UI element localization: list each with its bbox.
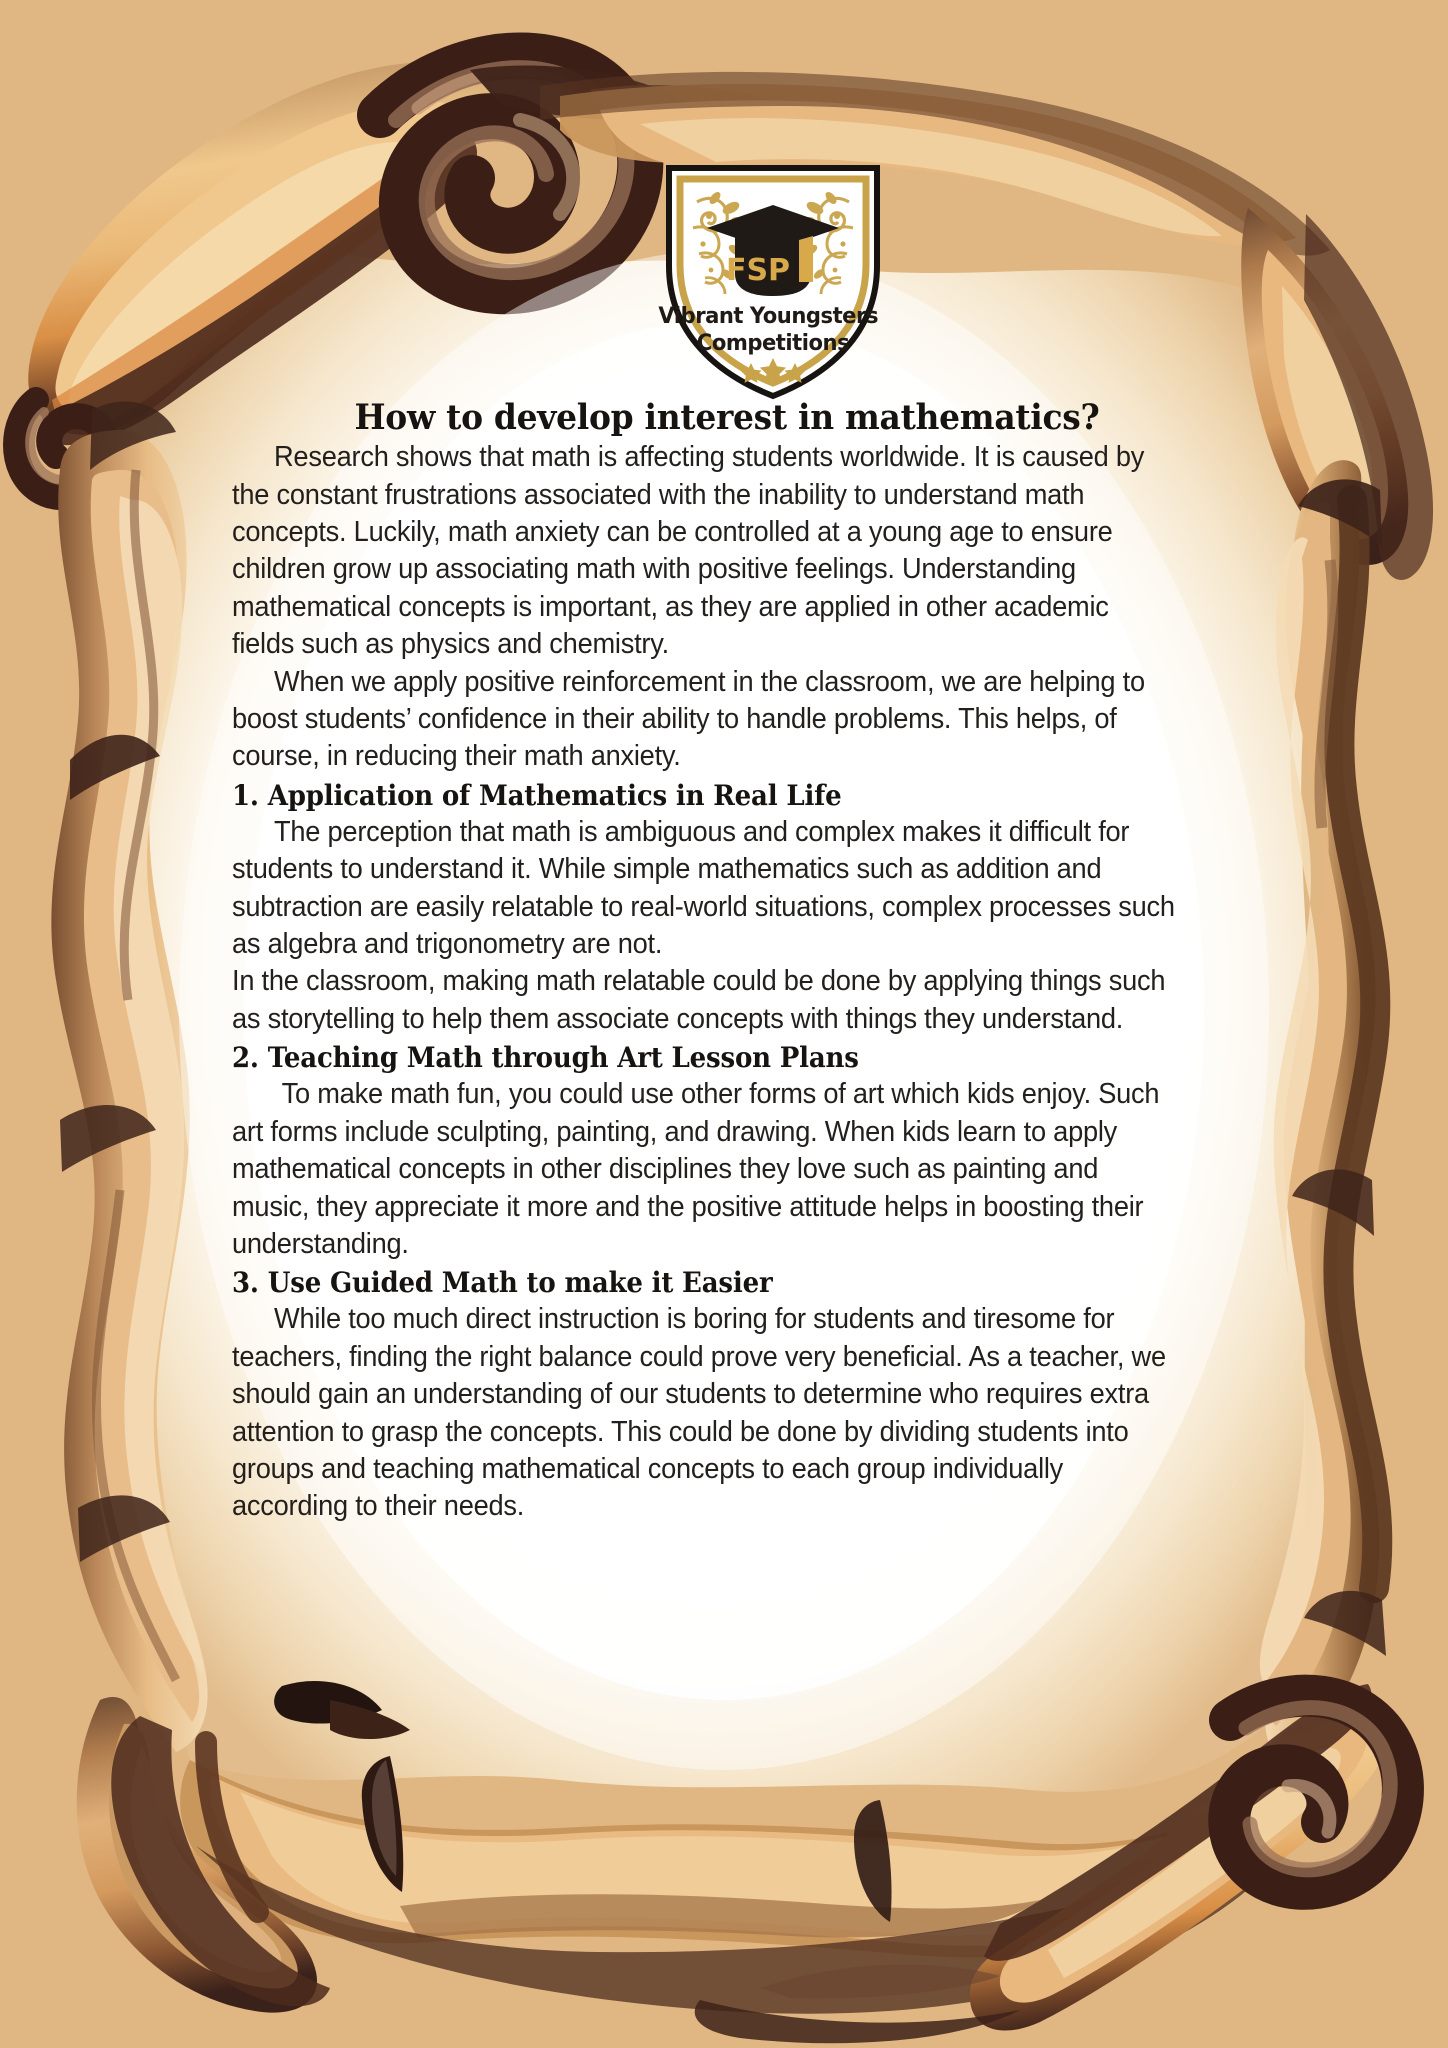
page-title: How to develop interest in mathematics? — [354, 397, 1100, 438]
shield-logo-svg — [653, 158, 893, 403]
section-1-paragraph-2: In the classroom, making math relatable could be done by applying things such as storytelling to help them associate concepts with things they understand. — [232, 965, 1173, 1035]
section-heading-1: 1. Application of Mathematics in Real Life — [232, 778, 842, 812]
document-body — [232, 439, 1222, 1526]
section-heading-3: 3. Use Guided Math to make it Easier — [232, 1266, 773, 1300]
cap-fsp-text: FSP — [725, 253, 791, 288]
fsp-logo — [653, 158, 893, 403]
logo-line-2: Competitions — [696, 330, 850, 357]
section-1-paragraph-1: The perception that math is ambiguous and complex makes it difficult for students to understand it. While simple mathematics such as addition and subtraction are easily relatable to real-world situations, complex processes such as algebra and trigonometry are not. — [232, 815, 1183, 961]
section-3-paragraph-1: While too much direct instruction is boring for students and tiresome for teachers, finding the right balance could prove very beneficial. As a teacher, we should gain an understanding of our students to determine who requires extra attention to grasp the concepts. This could be done by dividing students into groups and teaching mathematical concepts to each group individually according to their needs. — [232, 1303, 1174, 1523]
document-content — [232, 398, 1222, 1526]
section-2-paragraph-1: To make math fun, you could use other forms of art which kids enjoy. Such art forms include sculpting, painting, and drawing. When kids learn to apply mathematical concepts in other disciplines they love such as painting and music, they appreciate it more and the positive attitude helps in boosting their understanding. — [232, 1078, 1167, 1260]
section-heading-2: 2. Teaching Math through Art Lesson Plans — [232, 1041, 859, 1075]
intro-paragraph-1: Research shows that math is affecting students worldwide. It is caused by the constant frustrations associated with the inability to understand math concepts. Luckily, math anxiety can be controlled at a young age to ensure children grow up associating math with positive feelings. Understanding mathematical concepts is important, as they are applied in other academic fields such as physics and chemistry. — [232, 441, 1152, 661]
logo-line-1: Vibrant Youngsters — [658, 303, 879, 330]
graduation-cap-tassel — [799, 236, 813, 282]
intro-paragraph-2: When we apply positive reinforcement in the classroom, we are helping to boost students’ confidence in their ability to handle problems. This helps, of course, in reducing their math anxiety. — [232, 665, 1153, 773]
